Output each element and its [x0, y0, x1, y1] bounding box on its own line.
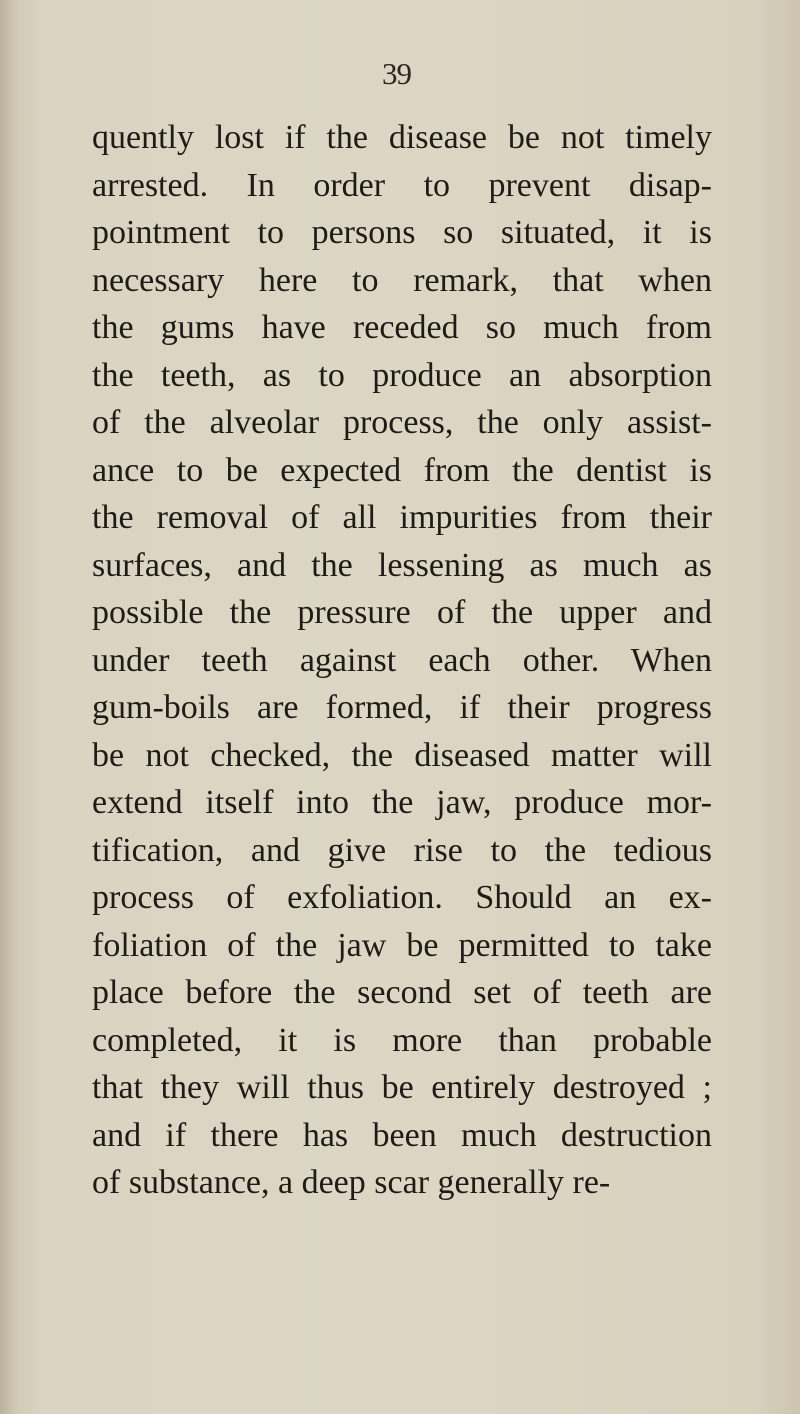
text-line: possible the pressure of the upper and — [92, 594, 712, 631]
text-line: quently lost if the disease be not timely — [92, 119, 712, 156]
text-line: necessary here to remark, that when — [92, 261, 712, 299]
text-line: tification, and give rise to the tedious — [92, 831, 712, 869]
text-line: ance to be expected from the dentist is — [92, 451, 712, 489]
text-line: that they will thus be entirely destroyed ; — [92, 1069, 712, 1106]
text-line: under teeth against each other. When — [92, 641, 712, 679]
page-fold-shadow — [0, 0, 18, 1414]
text-line: foliation of the jaw be permitted to take — [92, 926, 712, 964]
text-line: process of exfoliation. Should an ex- — [92, 879, 712, 916]
text-line: of substance, a deep scar generally re- — [92, 1164, 611, 1201]
body-text — [92, 114, 712, 1207]
page-number: 39 — [382, 56, 411, 91]
text-line: pointment to persons so situated, it is — [92, 214, 712, 251]
text-line: the gums have receded so much from — [92, 309, 712, 346]
text-line: of the alveolar process, the only assist- — [92, 404, 712, 441]
text-line: the teeth, as to produce an absorption — [92, 356, 712, 394]
text-line: place before the second set of teeth are — [92, 974, 712, 1011]
text-line: gum-boils are formed, if their progress — [92, 689, 712, 726]
text-line: completed, it is more than probable — [92, 1021, 712, 1059]
text-line: be not checked, the diseased matter will — [92, 736, 712, 774]
text-line: and if there has been much destruction — [92, 1116, 712, 1154]
text-line: the removal of all impurities from their — [92, 499, 712, 536]
text-line: extend itself into the jaw, produce mor- — [92, 784, 712, 821]
text-line: arrested. In order to prevent disap- — [92, 166, 712, 204]
text-line: surfaces, and the lessening as much as — [92, 546, 712, 584]
